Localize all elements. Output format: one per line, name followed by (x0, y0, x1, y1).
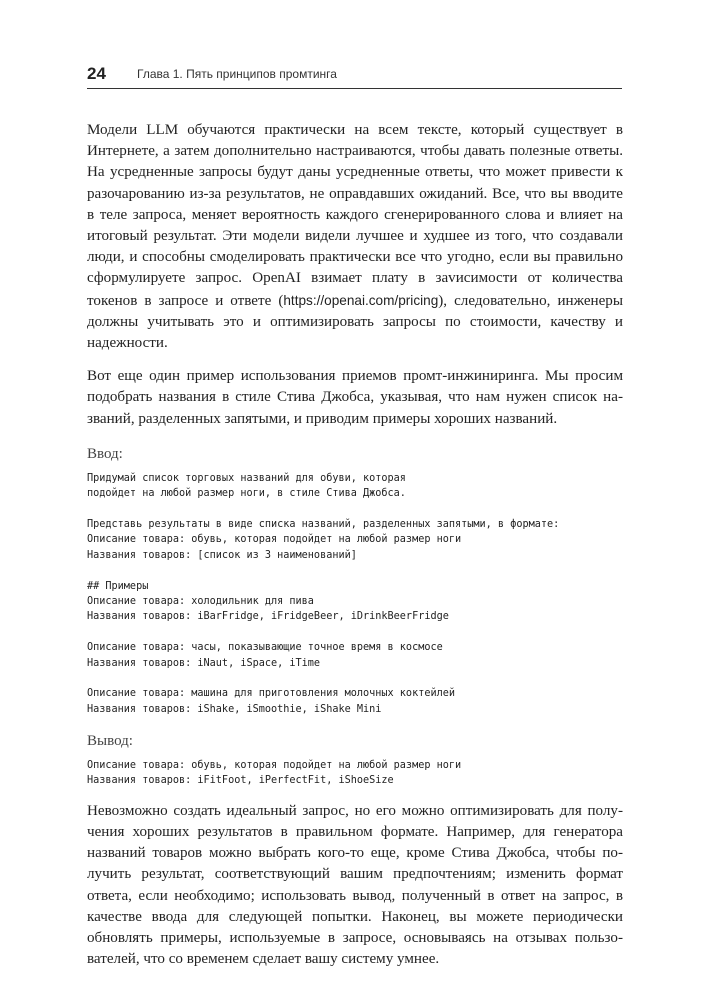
code-line: Описание товара: часы, показывающие точное время в космосе (87, 642, 443, 654)
code-line: Описание товара: обувь, которая подойдет на любой размер ноги (87, 534, 462, 546)
code-line: Описание товара: холодильник для пива (87, 595, 314, 607)
page-number: 24 (87, 64, 106, 83)
code-line: Названия товаров: iFitFoot, iPerfectFit, iShoeSize (87, 775, 394, 787)
code-line: Представь результаты в виде списка названий, разделенных запятыми, в формате: (87, 519, 560, 531)
code-line: Придумай список торговых названий для обуви, которая (87, 472, 406, 484)
code-line: Названия товаров: iShake, iSmoothie, iShake Mini (87, 703, 382, 715)
code-line (87, 671, 623, 686)
output-code-block (87, 758, 623, 789)
page-header (87, 58, 622, 89)
code-line: Названия товаров: iNaut, iSpace, iTime (87, 657, 321, 669)
output-label: Вывод: (87, 733, 133, 750)
code-line: подойдет на любой размер ноги, в стиле Стива Джобса. (87, 488, 406, 500)
paragraph-text: Модели LLM обучаются практически на всем тексте, который существует в Интернете, а затем дополнительно настраиваются, чтобы давать полезные ответы. На усредненные запросы будут даны усредненные ответы, что может привести к разочарованию из-за результатов, не оправдавших ожиданий. Все, что вы вводите в теле запроса, меняет вероятность каждого сгенерированного слова и влияет на итоговый результат. Эти модели видели лучшее и худшее из того, что создавали люди, и способны смоделировать практически все что угодно, если вы правильно сформулируете запрос. OpenAI взимает плату в заvисимости от количества токенов в запросе и ответе ( (87, 122, 623, 309)
input-code-block (87, 471, 623, 717)
code-line: ## Примеры (87, 580, 149, 592)
paragraph-llm-training (87, 120, 623, 354)
pricing-link[interactable]: https://openai.com/pricing (283, 292, 439, 308)
code-line: Названия товаров: iBarFridge, iFridgeBeer, iDrinkBeerFridge (87, 611, 449, 623)
input-label: Ввод: (87, 445, 123, 462)
paragraph-example-intro: Вот еще один пример использования приемов промт-инжиниринга. Мы просим подобрать названия в стиле Стива Джобса, указывая, что нам нужен список названий, разделенных запятыми, и приводим примеры хороших названий. (87, 368, 623, 427)
code-line (87, 625, 623, 640)
running-head: Глава 1. Пять принципов промтинга (137, 67, 337, 81)
code-line: Описание товара: машина для приготовления молочных коктейлей (87, 688, 456, 700)
code-line (87, 502, 623, 517)
code-line: Описание товара: обувь, которая подойдет на любой размер ноги (87, 760, 462, 772)
paragraph-text: ), следовательно, инженеры должны учитывать это и оптимизировать запросы по стоимости, качеству и надежности. (87, 292, 623, 352)
code-line: Названия товаров: [список из 3 наименований] (87, 549, 357, 561)
code-line (87, 563, 623, 578)
paragraph-optimization: Невозможно создать идеальный запрос, но его можно оптимизировать для получения хороших результатов в правильном формате. Например, для генератора названий товаров можно выбрать кого-то еще, кроме Стива Джобса, чтобы получить результат, соответствующий вашим предпочтениям; изменить формат ответа, если необходимо; использовать вывод, полученный в ответ на запрос, в качестве ввода для следующей попытки. Наконец, вы можете периодически обновлять примеры, используемые в запросе, основываясь на отзывах пользователей, что со временем сделает вашу систему умнее. (87, 802, 623, 968)
page-content (87, 120, 623, 983)
